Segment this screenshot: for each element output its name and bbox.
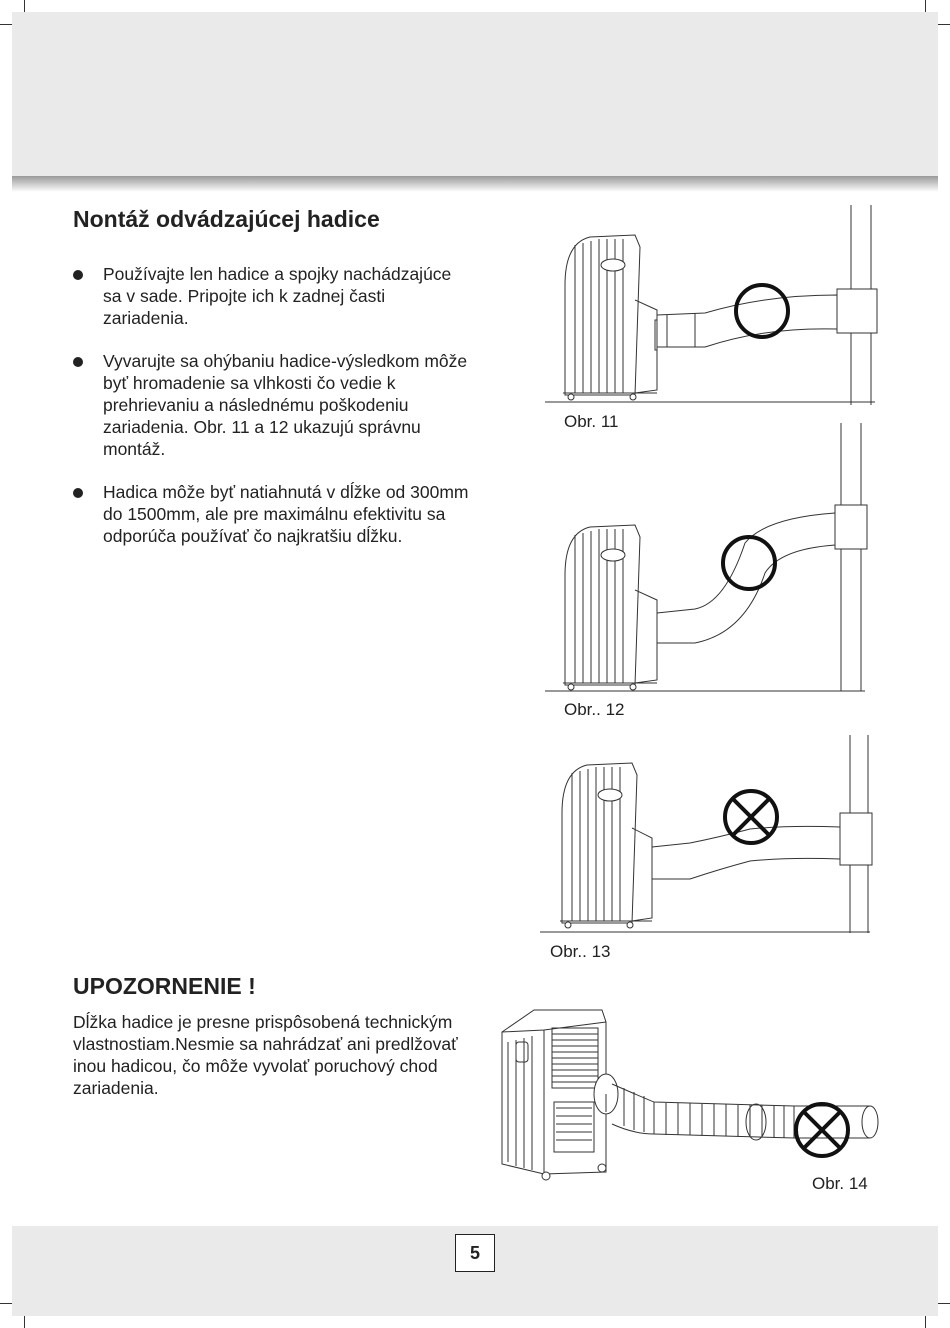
header-band [12,12,938,182]
figure-11-caption: Obr. 11 [564,412,619,431]
bullet-icon [73,357,83,367]
bullet-icon [73,488,83,498]
list-item [73,263,473,329]
bullet-icon [73,270,83,280]
figure-14-caption: Obr. 14 [812,1174,868,1193]
list-item [73,350,473,460]
crop-mark [925,0,926,12]
crop-mark [938,1303,950,1304]
figure-13-illustration [540,735,875,935]
crop-mark [0,24,12,25]
crop-mark [24,0,25,12]
warning-title: UPOZORNENIE ! [73,973,256,999]
crop-mark [0,1303,12,1304]
warning-text: Dĺžka hadice je presne prispôsobená technickým vlastnostiam.Nesmie sa nahrádzať ani predlžovať inou hadicou, čo môže vyvolať poruchový chod zariadenia. [73,1012,458,1098]
header-band-shadow [12,176,938,192]
crop-mark [925,1316,926,1328]
instruction-list [73,263,473,568]
figure-13-caption: Obr.. 13 [550,942,611,961]
crop-mark [24,1316,25,1328]
crop-mark [938,24,950,25]
list-item [73,481,473,547]
list-item-text: Hadica môže byť natiahnutá v dĺžke od 300mm do 1500mm, ale pre maximálnu efektivitu sa odporúča používať čo najkratšiu dĺžku. [103,482,469,546]
page-number: 5 [455,1234,495,1272]
list-item-text: Vyvarujte sa ohýbaniu hadice-výsledkom môže byť hromadenie sa vlhkosti čo vedie k prehrievaniu a následnému poškodeniu zariadenia. Obr. 11 a 12 ukazujú správnu montáž. [103,351,468,459]
figure-12-illustration [545,423,880,695]
list-item-text: Používajte len hadice a spojky nachádzajúce sa v sade. Pripojte ich k zadnej časti zariadenia. [103,264,452,328]
figure-12-caption: Obr.. 12 [564,700,625,719]
page-title: Nontáž odvádzajúcej hadice [73,206,380,232]
figure-11-illustration [545,205,880,405]
figure-14-illustration [494,1002,884,1188]
